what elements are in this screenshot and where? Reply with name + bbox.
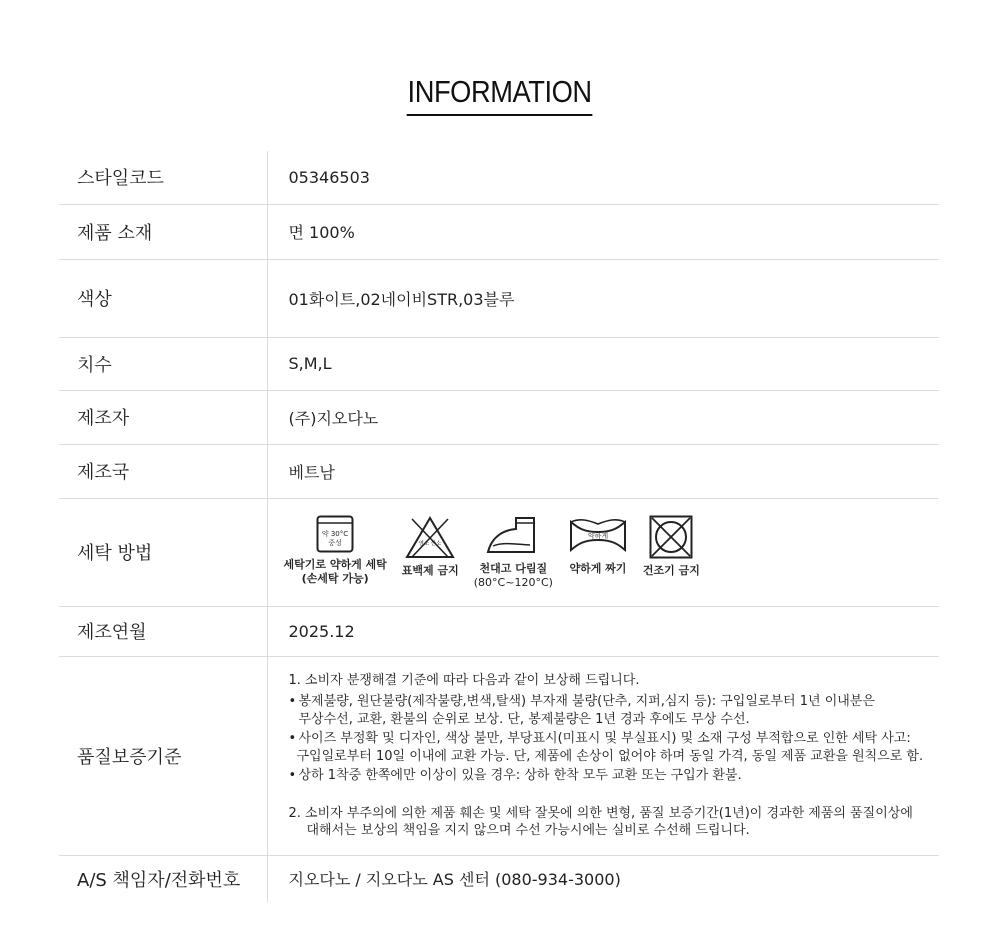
table-row: [59, 444, 939, 498]
section-title: INFORMATION: [407, 74, 593, 116]
wash-icons: [267, 498, 939, 606]
row-label: 색상: [59, 259, 267, 337]
row-value: 2025.12: [288, 621, 355, 641]
list-item: [289, 730, 940, 765]
wash-item: [402, 514, 459, 578]
wash-caption: [284, 558, 387, 586]
row-label: 세탁 방법: [59, 498, 267, 606]
quality-paragraph: 1. 소비자 분쟁해결 기준에 따라 다음과 같이 보상해 드립니다.: [288, 672, 640, 688]
wash-item: [284, 514, 387, 586]
quality-line: • 사이즈 부정확 및 디자인, 색상 불만, 부당표시(미표시 및 부실표시) 및 소재 구성 부적합으로 인한 세탁 사고:: [298, 731, 911, 746]
section-title-wrap: [0, 74, 1000, 116]
table-row: [59, 204, 939, 259]
wring-icon: [568, 514, 628, 558]
bleach-chlorine-text: 염소: [418, 541, 430, 547]
table-row: [59, 606, 939, 656]
row-value: 지오다노 / 지오다노 AS 센터 (080-934-3000): [288, 870, 621, 890]
quality-line: 구입일로부터 10일 이내에 교환 가능. 단, 제품에 손상이 없어야 하며 동일 가격, 동일 제품 교환을 원칙으로 함.: [296, 748, 924, 764]
row-label: 치수: [59, 337, 267, 390]
wash-caption-line: 건조기 금지: [642, 564, 700, 577]
row-value: 01화이트,02네이비STR,03블루: [288, 289, 515, 309]
wash-caption: [474, 562, 553, 590]
wash-item: [568, 514, 628, 576]
wash-temp-text: 약 30°C: [321, 530, 349, 538]
row-value: 베트남: [288, 462, 335, 482]
wash-caption-line: 천대고 다림질: [479, 562, 548, 575]
table-row: [59, 498, 939, 606]
list-item: [289, 767, 940, 785]
info-table: [59, 151, 939, 902]
row-value: 05346503: [288, 167, 370, 187]
wash-caption-line: 표백제 금지: [401, 564, 459, 577]
wash-caption: [569, 562, 626, 576]
row-label: 품질보증기준: [59, 656, 267, 855]
row-label: 제조국: [59, 444, 267, 498]
washtub-icon: [315, 514, 355, 554]
row-label: 스타일코드: [59, 151, 267, 204]
table-row: [59, 259, 939, 337]
wash-caption-line: 약하게 짜기: [569, 562, 627, 575]
wash-neutral-text: 중성: [328, 539, 342, 547]
wash-caption-line: (손세탁 가능): [301, 572, 369, 585]
table-row: [59, 390, 939, 444]
quality-line: 무상수선, 교환, 환불의 순위로 보상. 단, 봉제불량은 1년 경과 후에도 무상 수선.: [298, 711, 750, 727]
no-tumble-dry-icon: [648, 514, 694, 560]
row-label: 제조자: [59, 390, 267, 444]
table-row: [59, 151, 939, 204]
wash-caption-line: (80°C~120°C): [473, 576, 553, 589]
wash-item: [643, 514, 700, 578]
wash-caption-line: 세탁기로 약하게 세탁: [283, 558, 387, 571]
iron-icon: [484, 514, 542, 558]
table-row: [59, 337, 939, 390]
quality-paragraph: 대해서는 보상의 책임을 지지 않으며 수선 가능시에는 실비로 수선해 드립니다.: [306, 823, 750, 838]
table-row: [59, 855, 939, 902]
row-value: 면 100%: [288, 223, 355, 242]
row-label: A/S 책임자/전화번호: [59, 855, 267, 902]
quality-line: • 봉제불량, 원단불량(제작불량,변색,탈색) 부자재 불량(단추, 지퍼,심지 등): 구입일로부터 1년 이내분은: [298, 694, 875, 709]
no-bleach-icon: [404, 514, 456, 560]
quality-paragraph: 2. 소비자 부주의에 의한 제품 훼손 및 세탁 잘못에 의한 변형, 품질 보증기간(1년)이 경과한 제품의 품질이상에: [288, 805, 913, 821]
wring-text: 약하게: [587, 532, 609, 540]
row-value: S,M,L: [288, 354, 332, 373]
wash-caption: [402, 564, 459, 578]
wash-caption: [643, 564, 700, 578]
quality-line: • 상하 1착중 한쪽에만 이상이 있을 경우: 상하 한착 모두 교환 또는 구입가 환불.: [298, 768, 742, 783]
quality-bullets: [289, 693, 940, 785]
row-label: 제조연월: [59, 606, 267, 656]
row-label: 제품 소재: [59, 204, 267, 259]
quality-text: [267, 656, 939, 855]
list-item: [289, 693, 940, 728]
table-row: [59, 656, 939, 855]
bleach-oxygen-text: 산소: [430, 541, 442, 547]
row-value: (주)지오다노: [288, 408, 379, 428]
wash-item: [474, 514, 553, 590]
